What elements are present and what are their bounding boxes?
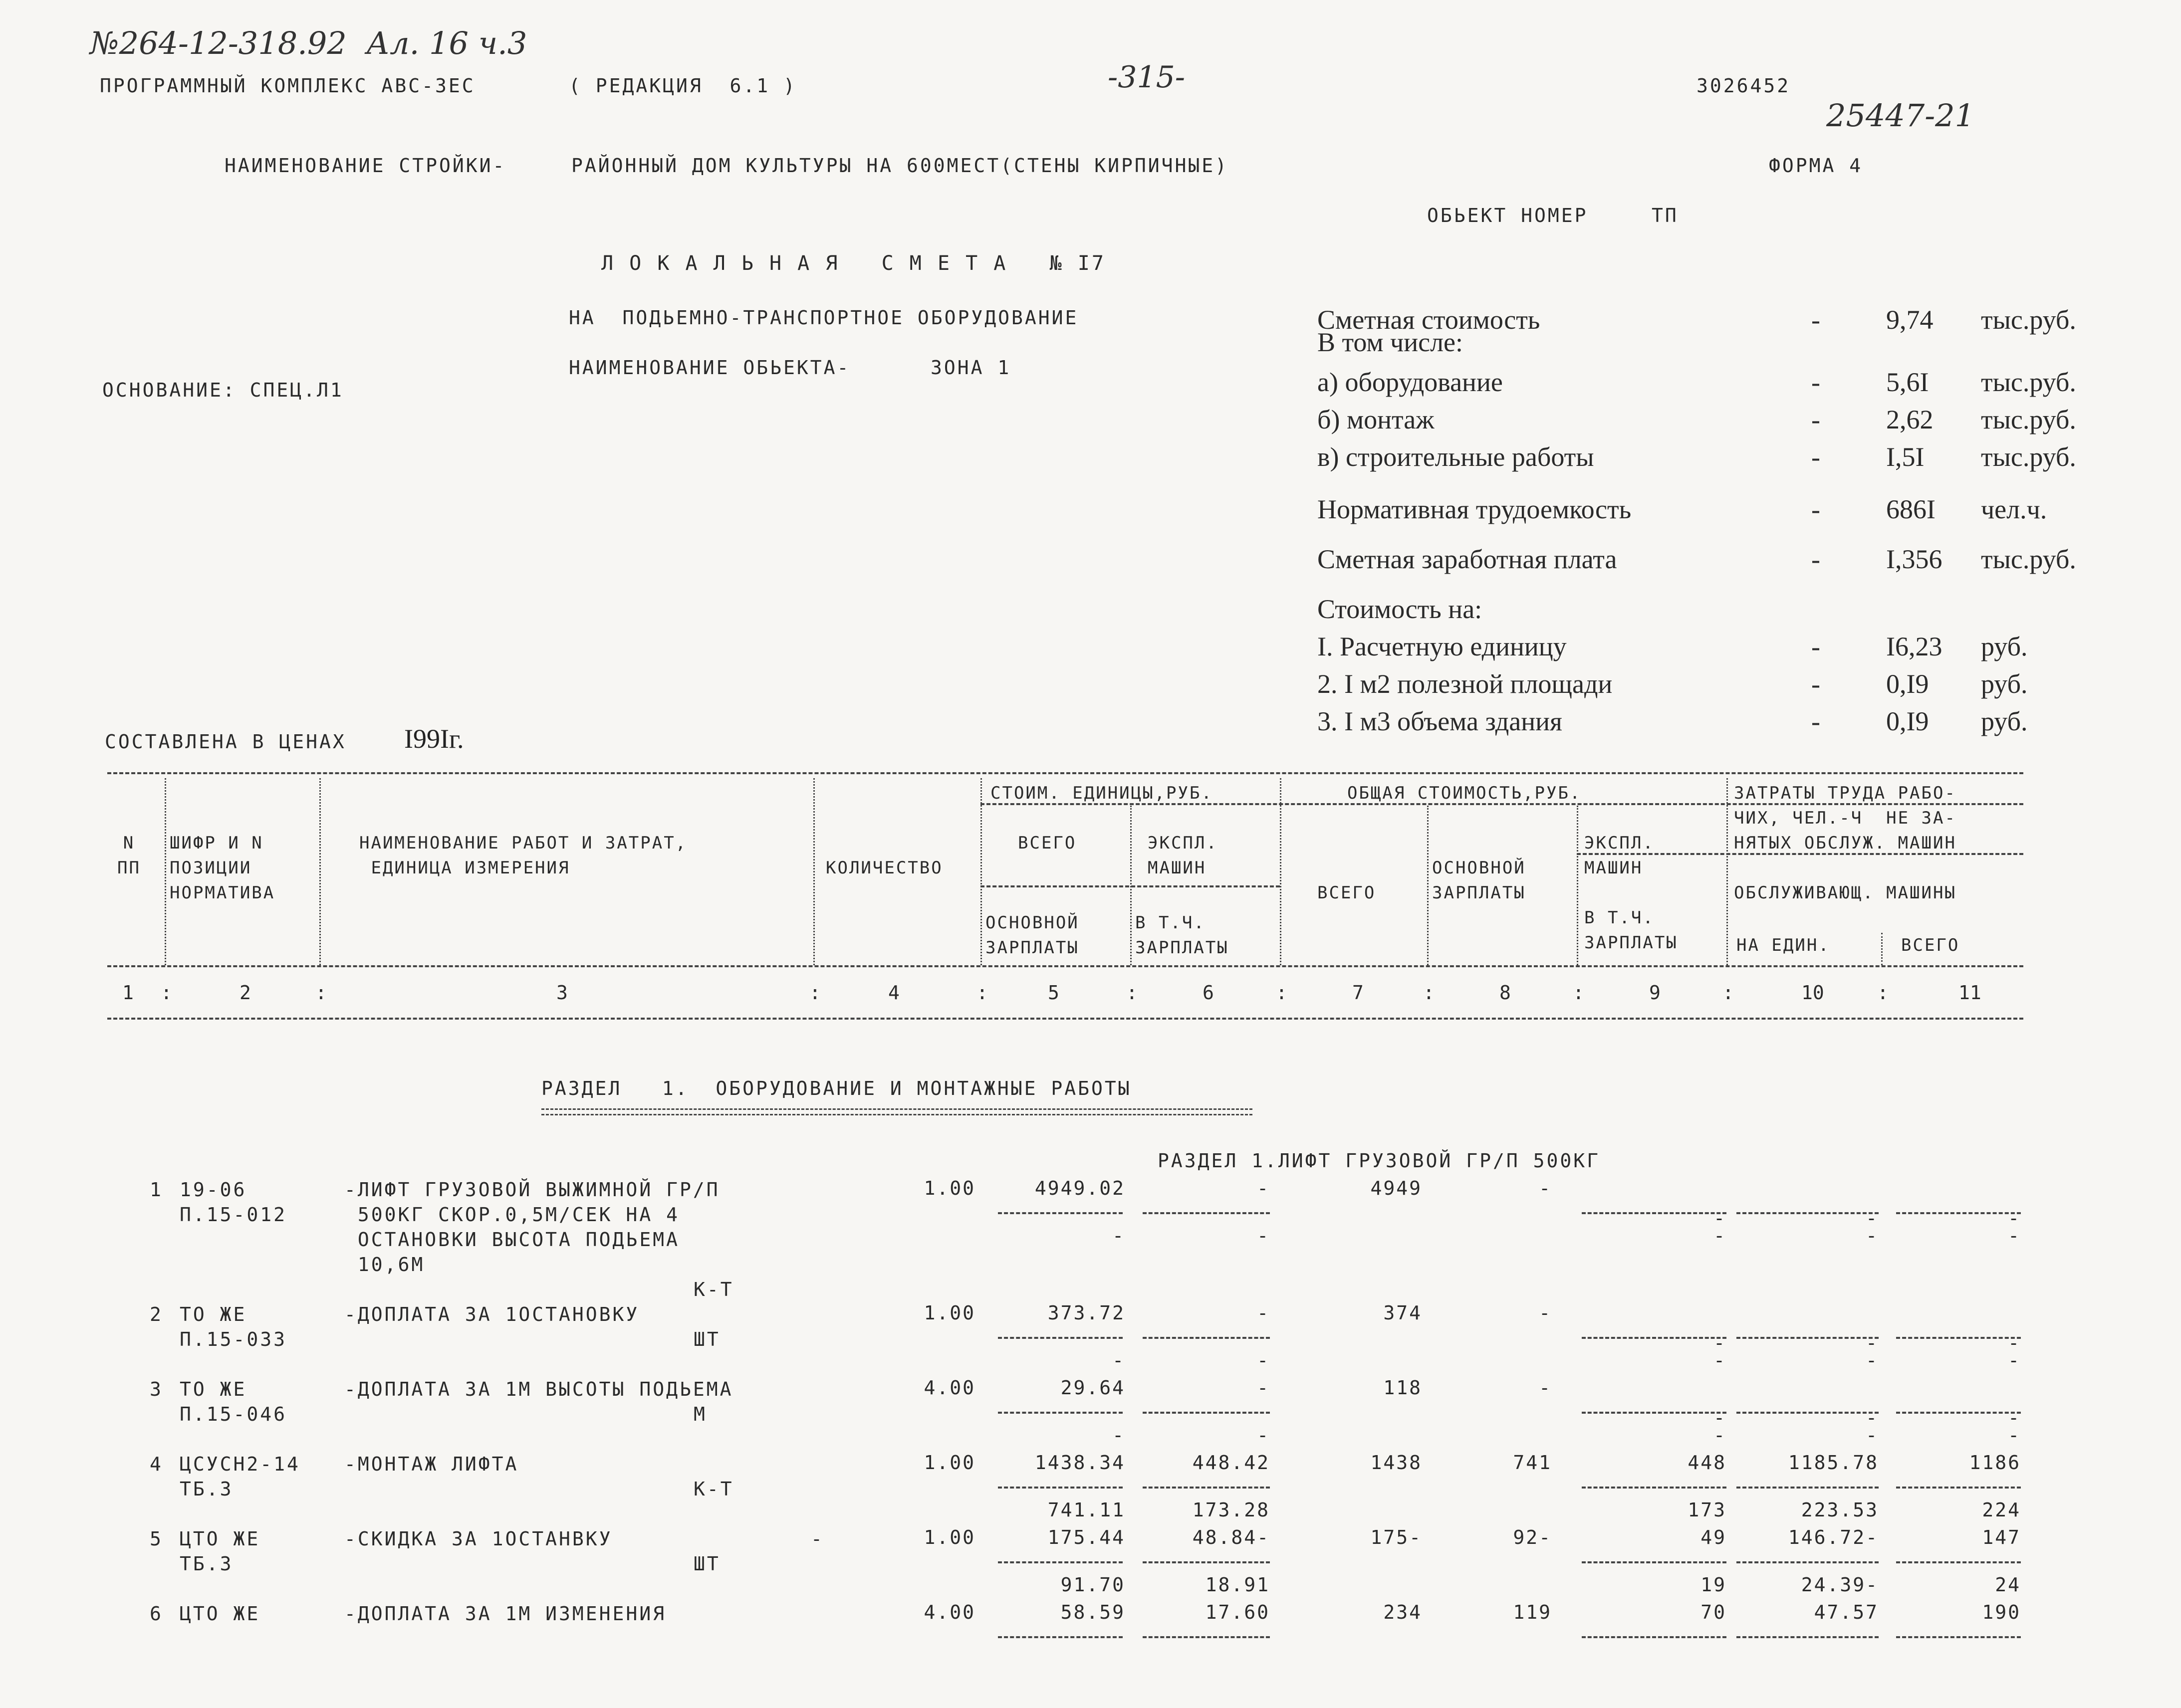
- row-unit-cost-total: 175.44: [1047, 1526, 1125, 1548]
- row-subtotal-rule: [998, 1561, 1123, 1563]
- row-labor-per-unit: 146.72-: [1788, 1526, 1879, 1548]
- row-subtotal-rule: [1143, 1561, 1270, 1563]
- row-total-cost: 4949: [1370, 1177, 1422, 1199]
- col-sep-9: [1726, 778, 1728, 965]
- row-unit-cost-wages: -: [1112, 1225, 1125, 1247]
- row-labor-total: 1186: [1969, 1452, 2021, 1474]
- row-total-cost: 175-: [1370, 1526, 1422, 1548]
- row-total-machine-wages: -: [1713, 1225, 1726, 1247]
- row-total-machines: -: [1713, 1407, 1726, 1429]
- row-labor-total: -: [2008, 1332, 2021, 1354]
- prices-label: СОСТАВЛЕНА В ЦЕНАХ: [105, 731, 346, 753]
- summary-unit: тыс.руб.: [1981, 544, 2076, 574]
- row-code: ТО ЖЕ П.15-046: [180, 1378, 287, 1425]
- object-name-value: ЗОНА 1: [931, 357, 1011, 379]
- construction-name: РАЙОННЫЙ ДОМ КУЛЬТУРЫ НА 600МЕСТ(СТЕНЫ КИРПИЧНЫЕ): [571, 155, 1229, 177]
- summary-label: I. Расчетную единицу: [1317, 632, 1567, 661]
- object-name-label: НАИМЕНОВАНИЕ ОБЬЕКТА-: [569, 357, 851, 379]
- row-unit: М: [694, 1403, 707, 1425]
- header-col-11: ВСЕГО: [1901, 935, 1960, 955]
- form-label: ФОРМА 4: [1769, 155, 1863, 177]
- summary-dash: -: [1811, 494, 1820, 524]
- row-number: 6: [150, 1603, 163, 1625]
- row-labor-total-machines: 224: [1982, 1499, 2021, 1521]
- row-total-machines: 49: [1700, 1526, 1726, 1548]
- header-col-6a: ЭКСПЛ. МАШИН: [1148, 833, 1218, 878]
- header-top-rule: [107, 772, 2023, 774]
- column-number: 2: [240, 982, 251, 1004]
- row-total-machines: 70: [1700, 1601, 1726, 1623]
- row-quantity: 1.00: [924, 1302, 975, 1324]
- summary-label: б) монтаж: [1317, 405, 1435, 434]
- summary-unit: чел.ч.: [1981, 494, 2047, 524]
- row-subtotal-rule: [1582, 1212, 1726, 1214]
- summary-unit: тыс.руб.: [1981, 367, 2076, 397]
- row-name: -ДОПЛАТА ЗА 1М ВЫСОТЫ ПОДЬЕМА: [344, 1378, 733, 1400]
- header-col-5a: ВСЕГО: [1018, 833, 1077, 853]
- row-total-machines: -: [1713, 1207, 1726, 1229]
- header-col-10: НА ЕДИН.: [1736, 935, 1830, 955]
- summary-unit: тыс.руб.: [1981, 305, 2076, 335]
- row-subtotal-rule: [1896, 1212, 2021, 1214]
- row-labor-per-unit-machines: 24.39-: [1801, 1574, 1879, 1596]
- summary-label: В том числе:: [1317, 327, 1463, 357]
- row-labor-total: -: [2008, 1207, 2021, 1229]
- page-number: -315-: [1108, 60, 1186, 95]
- row-subtotal-rule: [1582, 1487, 1726, 1489]
- row-total-wages: 741: [1513, 1452, 1552, 1474]
- construction-label: НАИМЕНОВАНИЕ СТРОЙКИ-: [225, 155, 506, 177]
- summary-value: 5,6I: [1886, 367, 1929, 397]
- col-sep-4: [980, 778, 982, 965]
- row-total-machine-wages: 173: [1688, 1499, 1726, 1521]
- row-labor-total-machines: 24: [1995, 1574, 2021, 1596]
- row-unit-cost-machines: -: [1257, 1177, 1270, 1199]
- row-unit-cost-wages: -: [1112, 1424, 1125, 1446]
- row-number: 3: [150, 1378, 163, 1400]
- column-separator: :: [809, 982, 821, 1004]
- column-number: 1: [122, 982, 134, 1004]
- row-total-wages: -: [1539, 1302, 1552, 1324]
- estimate-title: Л О К А Л Ь Н А Я С М Е Т А № I7: [601, 252, 1106, 275]
- column-number: 3: [556, 982, 568, 1004]
- summary-value: I,5I: [1886, 442, 1925, 472]
- row-labor-per-unit: -: [1866, 1407, 1879, 1429]
- row-unit-cost-machines: 448.42: [1192, 1452, 1270, 1474]
- row-subtotal-rule: [1143, 1337, 1270, 1339]
- summary-label: а) оборудование: [1317, 367, 1503, 397]
- summary-value: 2,62: [1886, 405, 1934, 434]
- row-labor-total: 190: [1982, 1601, 2021, 1623]
- row-total-wages: 92-: [1513, 1526, 1552, 1548]
- row-minus-sign: -: [811, 1528, 824, 1550]
- row-labor-per-unit: -: [1866, 1207, 1879, 1229]
- header-col-4: КОЛИЧЕСТВО: [826, 858, 943, 878]
- row-name: -МОНТАЖ ЛИФТА: [344, 1453, 519, 1475]
- row-unit: ШТ: [694, 1553, 721, 1575]
- column-separator: :: [1722, 982, 1734, 1004]
- header-labor: ЗАТРАТЫ ТРУДА РАБО- ЧИХ, ЧЕЛ.-Ч НЕ ЗА- НЯТЫХ ОБСЛУЖ. МАШИН: [1734, 783, 1956, 853]
- summary-dash: -: [1811, 632, 1820, 661]
- row-subtotal-rule: [1736, 1212, 1879, 1214]
- column-number: 4: [888, 982, 900, 1004]
- row-unit-cost-total: 4949.02: [1034, 1177, 1125, 1199]
- column-number: 7: [1352, 982, 1364, 1004]
- column-separator: :: [976, 982, 988, 1004]
- summary-dash: -: [1811, 442, 1820, 472]
- row-labor-per-unit: -: [1866, 1332, 1879, 1354]
- row-unit-cost-machines: -: [1257, 1377, 1270, 1399]
- row-name: -ДОПЛАТА ЗА 1М ИЗМЕНЕНИЯ: [344, 1603, 667, 1625]
- column-separator: :: [161, 982, 172, 1004]
- summary-unit: тыс.руб.: [1981, 442, 2076, 472]
- header-col-8: ОСНОВНОЙ ЗАРПЛАТЫ: [1432, 858, 1526, 903]
- row-unit-cost-wages: 741.11: [1047, 1499, 1125, 1521]
- row-unit: К-Т: [694, 1279, 734, 1300]
- row-subtotal-rule: [1582, 1337, 1726, 1339]
- row-total-machines: -: [1713, 1332, 1726, 1354]
- row-subtotal-rule: [1582, 1412, 1726, 1414]
- document-code: 3026452: [1696, 75, 1791, 97]
- row-unit-cost-total: 373.72: [1047, 1302, 1125, 1324]
- row-unit-cost-total: 1438.34: [1034, 1452, 1125, 1474]
- row-quantity: 4.00: [924, 1377, 975, 1399]
- col-sep-8: [1577, 806, 1578, 965]
- row-subtotal-rule: [1736, 1487, 1879, 1489]
- section-title-underline: [541, 1108, 1252, 1115]
- summary-value: 686I: [1886, 494, 1936, 524]
- header-col-3: НАИМЕНОВАНИЕ РАБОТ И ЗАТРАТ, ЕДИНИЦА ИЗМЕРЕНИЯ: [359, 833, 688, 878]
- row-total-wages: -: [1539, 1177, 1552, 1199]
- column-number: 8: [1499, 982, 1511, 1004]
- col-sep-10: [1881, 933, 1883, 965]
- row-total-machine-wages: -: [1713, 1424, 1726, 1446]
- object-number-label: ОБЬЕКТ НОМЕР: [1427, 205, 1588, 226]
- summary-label: Нормативная трудоемкость: [1317, 494, 1632, 524]
- handwritten-code: 25447-21: [1826, 97, 1975, 134]
- summary-label: 2. I м2 полезной площади: [1317, 669, 1613, 699]
- row-unit-cost-machine-wages: -: [1257, 1225, 1270, 1247]
- row-quantity: 1.00: [924, 1452, 975, 1474]
- row-labor-per-unit-machines: -: [1866, 1349, 1879, 1371]
- row-subtotal-rule: [1896, 1337, 2021, 1339]
- column-separator: :: [315, 982, 327, 1004]
- header-total-cost: ОБЩАЯ СТОИМОСТЬ,РУБ.: [1347, 783, 1582, 803]
- header-bottom-rule: [107, 965, 2023, 967]
- object-number-value: ТП: [1652, 205, 1679, 226]
- column-number: 11: [1958, 982, 1981, 1004]
- summary-unit: руб.: [1981, 632, 2028, 661]
- row-subtotal-rule: [1736, 1412, 1879, 1414]
- row-unit-cost-total: 58.59: [1060, 1601, 1125, 1623]
- column-separator: :: [1423, 982, 1435, 1004]
- row-labor-total-machines: -: [2008, 1349, 2021, 1371]
- row-total-cost: 1438: [1370, 1452, 1422, 1474]
- row-unit: К-Т: [694, 1478, 734, 1500]
- row-labor-total-machines: -: [2008, 1225, 2021, 1247]
- subsection-title: РАЗДЕЛ 1.ЛИФТ ГРУЗОВОЙ ГР/П 500КГ: [1158, 1150, 1600, 1172]
- row-name: -СКИДКА ЗА 1ОСТАНВКУ: [344, 1528, 613, 1550]
- row-labor-total: 147: [1982, 1526, 2021, 1548]
- row-subtotal-rule: [1143, 1412, 1270, 1414]
- row-total-cost: 234: [1383, 1601, 1422, 1623]
- row-subtotal-rule: [998, 1412, 1123, 1414]
- column-separator: :: [1877, 982, 1889, 1004]
- row-unit-cost-machine-wages: 18.91: [1205, 1574, 1270, 1596]
- col-sep-1: [165, 778, 166, 965]
- summary-label: Стоимость на:: [1317, 594, 1482, 624]
- row-total-machine-wages: -: [1713, 1349, 1726, 1371]
- row-quantity: 1.00: [924, 1177, 975, 1199]
- row-number: 4: [150, 1453, 163, 1475]
- row-unit-cost-total: 29.64: [1060, 1377, 1125, 1399]
- col-sep-6: [1280, 778, 1281, 965]
- summary-label: Сметная стоимость: [1317, 305, 1540, 335]
- header-col-7: ВСЕГО: [1317, 883, 1376, 903]
- header-col-2: ШИФР И N ПОЗИЦИИ НОРМАТИВА: [170, 833, 275, 903]
- summary-label: 3. I м3 объема здания: [1317, 706, 1562, 736]
- col-sep-2: [319, 778, 321, 965]
- header-col-1: N ПП: [117, 833, 141, 878]
- row-subtotal-rule: [1896, 1636, 2021, 1638]
- row-unit-cost-machine-wages: 173.28: [1192, 1499, 1270, 1521]
- row-code: ЦТО ЖЕ: [180, 1603, 260, 1625]
- column-numbers-rule: [107, 1018, 2023, 1020]
- row-subtotal-rule: [1143, 1212, 1270, 1214]
- row-subtotal-rule: [1896, 1561, 2021, 1563]
- summary-unit: тыс.руб.: [1981, 405, 2076, 434]
- row-unit-cost-machine-wages: -: [1257, 1424, 1270, 1446]
- col-sep-5: [1130, 806, 1132, 965]
- column-number: 6: [1203, 982, 1214, 1004]
- program-name: ПРОГРАММНЫЙ КОМПЛЕКС АВС-ЗЕС: [100, 75, 476, 97]
- row-labor-per-unit-machines: 223.53: [1801, 1499, 1879, 1521]
- column-number: 9: [1649, 982, 1661, 1004]
- row-code: ЦСУСН2-14 ТБ.3: [180, 1453, 300, 1500]
- edition: ( РЕДАКЦИЯ 6.1 ): [569, 75, 797, 97]
- row-quantity: 4.00: [924, 1601, 975, 1623]
- header-labor-sub: ОБСЛУЖИВАЮЩ. МАШИНЫ: [1734, 883, 1956, 903]
- row-name: -ЛИФТ ГРУЗОВОЙ ВЫЖИМНОЙ ГР/П 500КГ СКОР.0,5М/СЕК НА 4 ОСТАНОВКИ ВЫСОТА ПОДЬЕМА 10,6М: [344, 1179, 720, 1276]
- summary-dash: -: [1811, 544, 1820, 574]
- row-total-machine-wages: 19: [1700, 1574, 1726, 1596]
- row-subtotal-rule: [1143, 1636, 1270, 1638]
- row-unit-cost-wages: -: [1112, 1349, 1125, 1371]
- row-code: ТО ЖЕ П.15-033: [180, 1303, 287, 1350]
- row-subtotal-rule: [1582, 1636, 1726, 1638]
- row-code: ЦТО ЖЕ ТБ.3: [180, 1528, 260, 1575]
- summary-label: Сметная заработная плата: [1317, 544, 1617, 574]
- row-subtotal-rule: [1736, 1636, 1879, 1638]
- row-subtotal-rule: [1736, 1337, 1879, 1339]
- row-number: 2: [150, 1303, 163, 1325]
- summary-dash: -: [1811, 405, 1820, 434]
- row-unit-cost-machines: -: [1257, 1302, 1270, 1324]
- row-subtotal-rule: [1736, 1561, 1879, 1563]
- column-number: 5: [1048, 982, 1059, 1004]
- basis: ОСНОВАНИЕ: СПЕЦ.Л1: [102, 379, 344, 401]
- col-sep-7: [1427, 806, 1429, 965]
- row-name: -ДОПЛАТА ЗА 1ОСТАНОВКУ: [344, 1303, 640, 1325]
- summary-unit: руб.: [1981, 706, 2028, 736]
- row-unit: ШТ: [694, 1328, 721, 1350]
- prices-year: I99Iг.: [404, 724, 464, 754]
- row-total-cost: 118: [1383, 1377, 1422, 1399]
- column-separator: :: [1126, 982, 1138, 1004]
- row-subtotal-rule: [998, 1337, 1123, 1339]
- estimate-subtitle: НА ПОДЬЕМНО-ТРАНСПОРТНОЕ ОБОРУДОВАНИЕ: [569, 307, 1079, 329]
- header-col-5b: ОСНОВНОЙ ЗАРПЛАТЫ: [985, 913, 1079, 958]
- summary-label: в) строительные работы: [1317, 442, 1594, 472]
- summary-dash: -: [1811, 367, 1820, 397]
- header-col-6b: В Т.Ч. ЗАРПЛАТЫ: [1135, 913, 1229, 958]
- summary-dash: -: [1811, 305, 1820, 335]
- summary-value: 0,I9: [1886, 669, 1929, 699]
- summary-unit: руб.: [1981, 669, 2028, 699]
- row-unit-cost-machine-wages: -: [1257, 1349, 1270, 1371]
- row-labor-total: -: [2008, 1407, 2021, 1429]
- summary-value: 9,74: [1886, 305, 1934, 335]
- summary-value: 0,I9: [1886, 706, 1929, 736]
- row-labor-per-unit: 1185.78: [1788, 1452, 1879, 1474]
- row-subtotal-rule: [998, 1212, 1123, 1214]
- row-subtotal-rule: [1143, 1487, 1270, 1489]
- col-sep-3: [813, 778, 815, 965]
- section-title: РАЗДЕЛ 1. ОБОРУДОВАНИЕ И МОНТАЖНЫЕ РАБОТЫ: [541, 1077, 1132, 1099]
- handwritten-document-number: №264-12-318.92 Ал. 16 ч.3: [90, 25, 527, 61]
- row-labor-per-unit: 47.57: [1814, 1601, 1879, 1623]
- row-subtotal-rule: [998, 1636, 1123, 1638]
- row-labor-per-unit-machines: -: [1866, 1225, 1879, 1247]
- row-number: 1: [150, 1179, 163, 1201]
- header-col-9: ЭКСПЛ. МАШИН В Т.Ч. ЗАРПЛАТЫ: [1584, 833, 1678, 953]
- row-quantity: 1.00: [924, 1526, 975, 1548]
- row-subtotal-rule: [1896, 1412, 2021, 1414]
- row-unit-cost-machines: 17.60: [1205, 1601, 1270, 1623]
- row-total-cost: 374: [1383, 1302, 1422, 1324]
- column-number: 10: [1801, 982, 1824, 1004]
- row-total-machines: 448: [1688, 1452, 1726, 1474]
- summary-value: I,356: [1886, 544, 1942, 574]
- row-subtotal-rule: [1582, 1561, 1726, 1563]
- row-labor-per-unit-machines: -: [1866, 1424, 1879, 1446]
- column-separator: :: [1276, 982, 1287, 1004]
- row-labor-total-machines: -: [2008, 1424, 2021, 1446]
- row-total-wages: -: [1539, 1377, 1552, 1399]
- summary-value: I6,23: [1886, 632, 1942, 661]
- row-subtotal-rule: [1896, 1487, 2021, 1489]
- row-code: 19-06 П.15-012: [180, 1179, 287, 1226]
- summary-dash: -: [1811, 669, 1820, 699]
- row-number: 5: [150, 1528, 163, 1550]
- summary-dash: -: [1811, 706, 1820, 736]
- row-unit-cost-machines: 48.84-: [1192, 1526, 1270, 1548]
- row-unit-cost-wages: 91.70: [1060, 1574, 1125, 1596]
- column-separator: :: [1573, 982, 1584, 1004]
- row-total-wages: 119: [1513, 1601, 1552, 1623]
- row-subtotal-rule: [998, 1487, 1123, 1489]
- header-unit-cost: СТОИМ. ЕДИНИЦЫ,РУБ.: [990, 783, 1213, 803]
